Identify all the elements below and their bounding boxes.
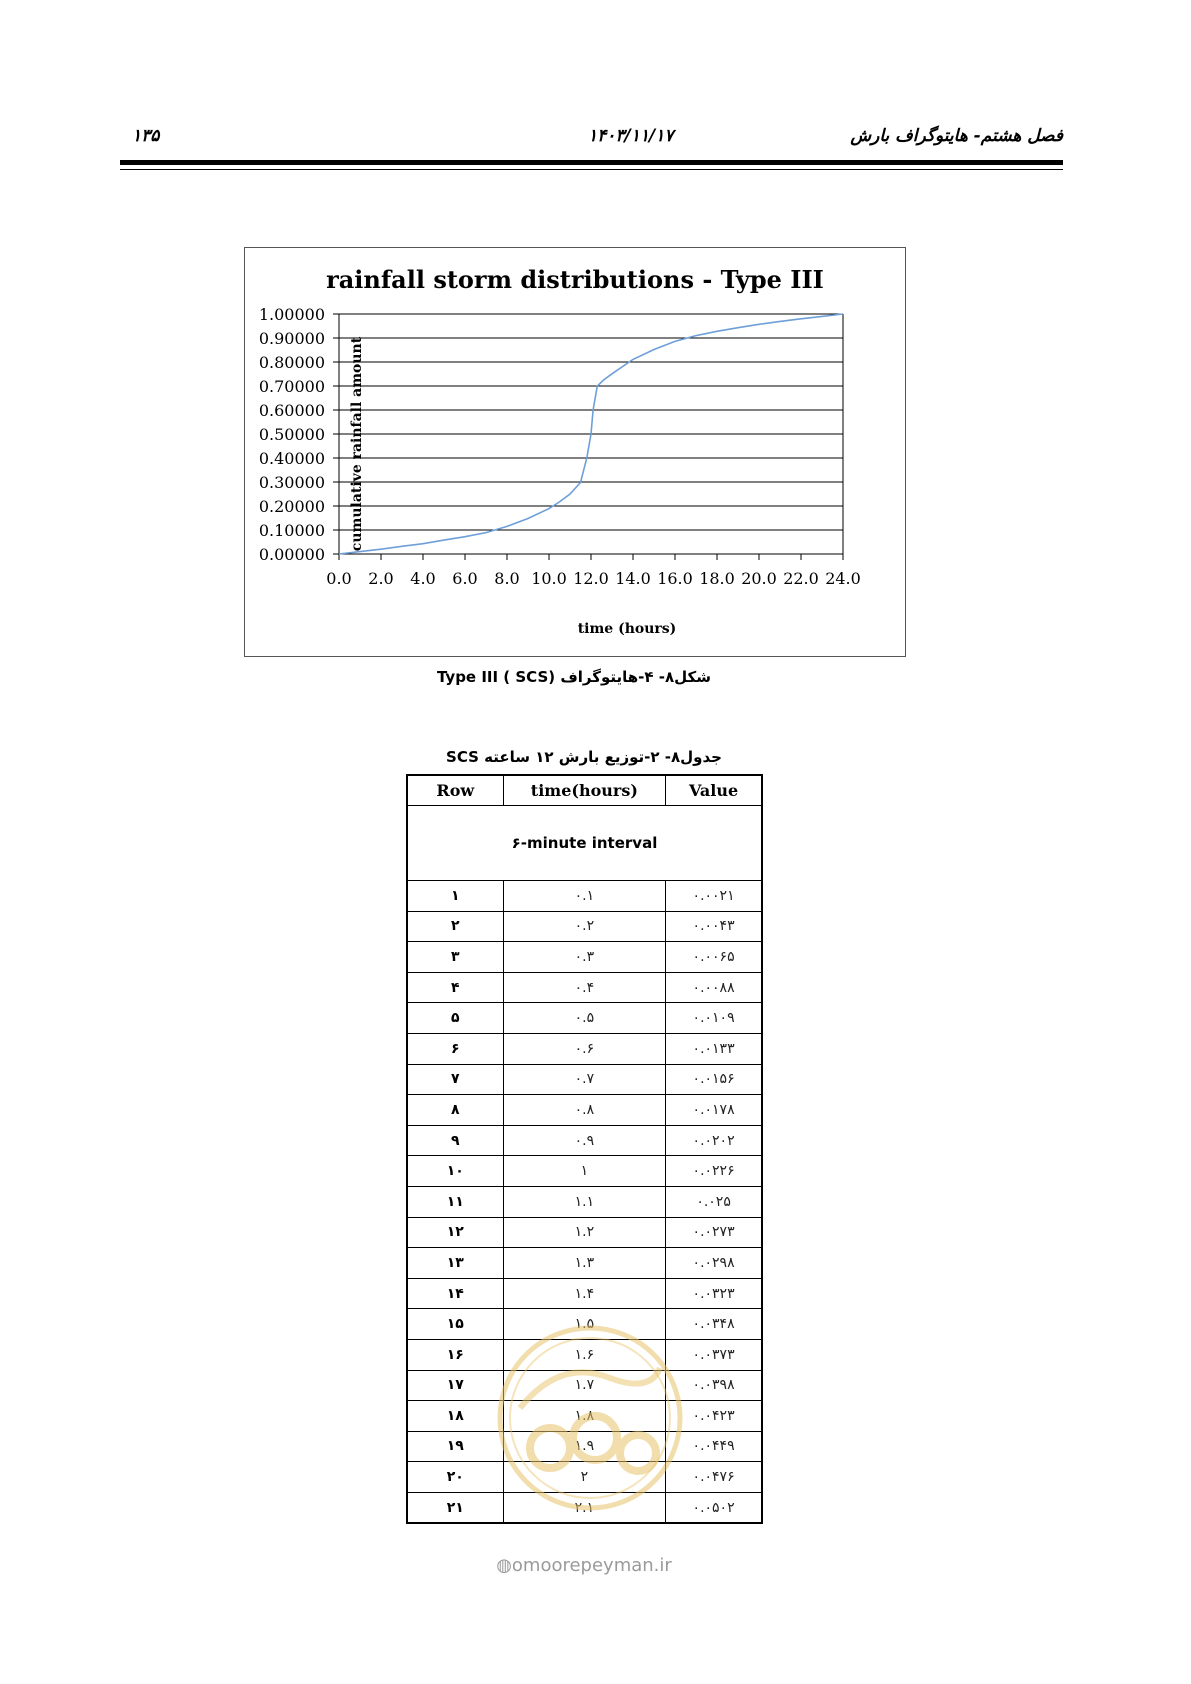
x-tick-label: 18.0 [699,569,735,588]
table-row [407,1492,762,1523]
table-row [407,1401,762,1432]
value-cell: ۰.۰۴۴۹ [666,1431,762,1462]
time-cell: ۱.۹ [503,1431,666,1462]
value-cell: ۰.۰۲۹۸ [666,1248,762,1279]
value-cell: ۰.۰۳۷۳ [666,1339,762,1370]
table-caption: جدول۸- ۲-توزیع بارش ۱۲ ساعته SCS [446,748,722,766]
value-cell: ۰.۰۴۷۶ [666,1462,762,1493]
section-row [407,806,762,881]
time-cell: ۱.۴ [503,1278,666,1309]
chapter-title: فصل هشتم- هایتوگراف بارش [850,126,1063,146]
column-header-time: time(hours) [503,775,666,806]
table-row [407,1339,762,1370]
value-cell: ۰.۰۳۴۸ [666,1309,762,1340]
time-cell: ۱.۳ [503,1248,666,1279]
value-cell: ۰.۰۰۲۱ [666,881,762,912]
row-number-cell: ۳ [407,942,503,973]
y-tick-labels [259,305,325,564]
time-cell: ۰.۶ [503,1033,666,1064]
watermark-url-text: omoorepeyman.ir [511,1555,672,1576]
value-cell: ۰.۰۲۰۲ [666,1125,762,1156]
x-tick-label: 24.0 [825,569,861,588]
value-cell: ۰.۰۱۰۹ [666,1003,762,1034]
x-tick-label: 8.0 [494,569,520,588]
row-number-cell: ۲۰ [407,1462,503,1493]
time-cell: ۰.۱ [503,881,666,912]
table-row [407,1278,762,1309]
time-cell: ۲ [503,1462,666,1493]
rainfall-chart [245,248,905,656]
globe-icon: ◍ [496,1555,512,1576]
x-tick-label: 20.0 [741,569,777,588]
time-cell: ۰.۹ [503,1125,666,1156]
figure-caption: شکل۸- ۴-هایتوگراف Type III ( SCS) [436,668,712,686]
time-cell: ۰.۳ [503,942,666,973]
table-row [407,1186,762,1217]
time-cell: ۱.۸ [503,1401,666,1432]
chart-title: rainfall storm distributions - Type III [326,265,824,294]
time-cell: ۰.۴ [503,972,666,1003]
y-tick-label: 0.20000 [258,497,325,516]
table-row [407,942,762,973]
row-number-cell: ۱۴ [407,1278,503,1309]
row-number-cell: ۲ [407,911,503,942]
header-rule-thick [120,160,1063,165]
time-cell: ۱.۵ [503,1309,666,1340]
y-tick-label: 0.10000 [258,521,325,540]
table-row [407,1462,762,1493]
table-row [407,1003,762,1034]
row-number-cell: ۷ [407,1064,503,1095]
value-cell: ۰.۰۱۵۶ [666,1064,762,1095]
header-date: ۱۴۰۳/۱۱/۱۷ [588,126,674,146]
x-tick-label: 0.0 [326,569,352,588]
value-cell: ۰.۰۱۳۳ [666,1033,762,1064]
column-header-value: Value [666,775,762,806]
y-axis-label: cumulative rainfall amount [349,336,365,552]
time-cell: ۰.۸ [503,1095,666,1126]
y-tick-label: 0.00000 [258,545,325,564]
table-row [407,911,762,942]
table-row [407,1156,762,1187]
row-number-cell: ۶ [407,1033,503,1064]
x-tick-label: 22.0 [783,569,819,588]
value-cell: ۰.۰۰۶۵ [666,942,762,973]
row-number-cell: ۱۱ [407,1186,503,1217]
page-header [120,126,1063,156]
x-tick-label: 16.0 [657,569,693,588]
y-tick-label: 0.80000 [258,353,325,372]
value-cell: ۰.۰۲۷۳ [666,1217,762,1248]
row-number-cell: ۱۰ [407,1156,503,1187]
row-number-cell: ۱۶ [407,1339,503,1370]
y-tick-label: 0.90000 [258,329,325,348]
value-cell: ۰.۰۲۲۶ [666,1156,762,1187]
table-row [407,972,762,1003]
time-cell: ۱.۲ [503,1217,666,1248]
y-tick-label: 0.40000 [258,449,325,468]
table-row [407,1064,762,1095]
row-number-cell: ۱۵ [407,1309,503,1340]
x-tick-label: 10.0 [531,569,567,588]
table-row [407,1125,762,1156]
x-tick-label: 12.0 [573,569,609,588]
row-number-cell: ۴ [407,972,503,1003]
chart-grid [333,314,843,554]
value-cell: ۰.۰۱۷۸ [666,1095,762,1126]
table-row [407,881,762,912]
time-cell: ۱.۷ [503,1370,666,1401]
value-cell: ۰.۰۴۲۳ [666,1401,762,1432]
value-cell: ۰.۰۳۹۸ [666,1370,762,1401]
x-tick-label: 6.0 [452,569,478,588]
value-cell: ۰.۰۳۲۳ [666,1278,762,1309]
section-label: ۶-minute interval [407,806,762,881]
row-number-cell: ۸ [407,1095,503,1126]
table-row [407,1370,762,1401]
value-cell: ۰.۰۰۴۳ [666,911,762,942]
header-rule-thin [120,169,1063,170]
row-number-cell: ۹ [407,1125,503,1156]
row-number-cell: ۱۲ [407,1217,503,1248]
page-number: ۱۳۵ [132,126,160,146]
y-tick-label: 0.50000 [258,425,325,444]
row-number-cell: ۵ [407,1003,503,1034]
value-cell: ۰.۰۰۸۸ [666,972,762,1003]
table-row [407,1309,762,1340]
row-number-cell: ۱۳ [407,1248,503,1279]
column-header-row: Row [407,775,503,806]
row-number-cell: ۱۷ [407,1370,503,1401]
rainfall-distribution-table [406,774,763,1524]
x-tick-labels [326,554,861,588]
table-row [407,1033,762,1064]
time-cell: ۲.۱ [503,1492,666,1523]
value-cell: ۰.۰۵۰۲ [666,1492,762,1523]
time-cell: ۱.۱ [503,1186,666,1217]
row-number-cell: ۱۹ [407,1431,503,1462]
x-tick-label: 2.0 [368,569,394,588]
y-tick-label: 1.00000 [258,305,325,324]
time-cell: ۱.۶ [503,1339,666,1370]
y-tick-label: 0.30000 [258,473,325,492]
row-number-cell: ۱ [407,881,503,912]
table-row [407,1095,762,1126]
table-row [407,1431,762,1462]
time-cell: ۰.۵ [503,1003,666,1034]
x-tick-label: 4.0 [410,569,436,588]
x-axis-label: time (hours) [577,621,677,637]
time-cell: ۱ [503,1156,666,1187]
row-number-cell: ۱۸ [407,1401,503,1432]
row-number-cell: ۲۱ [407,1492,503,1523]
watermark-url [406,1555,762,1576]
y-tick-label: 0.60000 [258,401,325,420]
time-cell: ۰.۷ [503,1064,666,1095]
table-row [407,1248,762,1279]
value-cell: ۰.۰۲۵ [666,1186,762,1217]
y-tick-label: 0.70000 [258,377,325,396]
x-tick-label: 14.0 [615,569,651,588]
table-header-row [407,775,762,806]
time-cell: ۰.۲ [503,911,666,942]
chart-frame [244,247,906,657]
table-row [407,1217,762,1248]
